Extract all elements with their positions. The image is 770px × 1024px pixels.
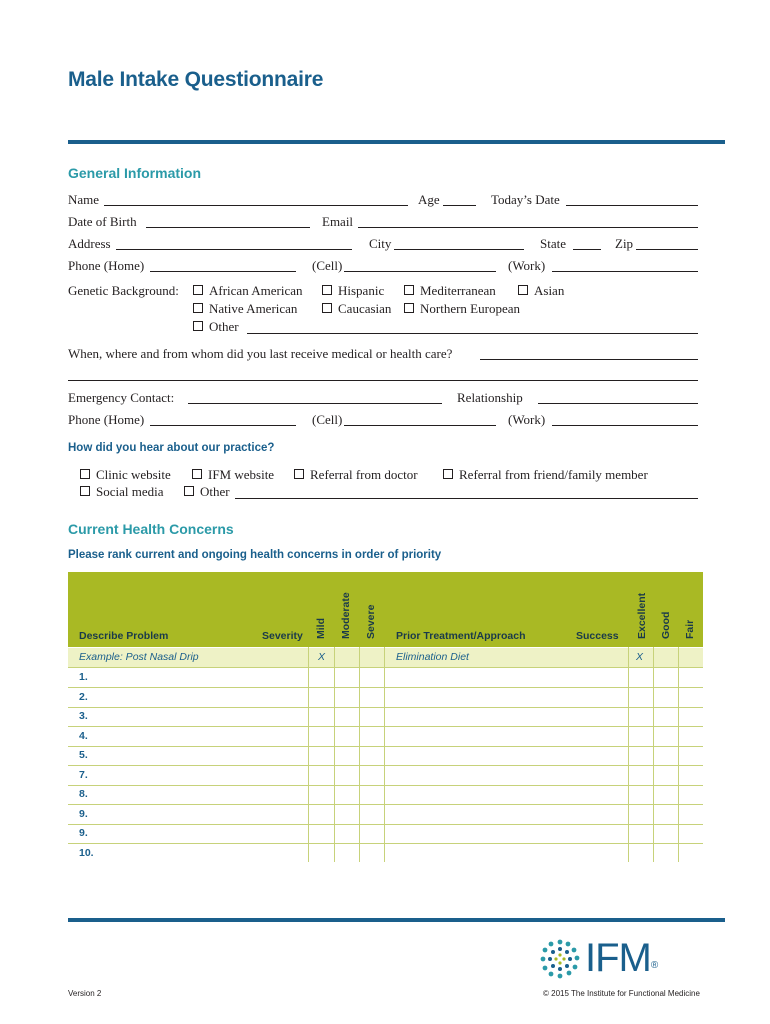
medical-care-row — [68, 345, 698, 363]
dob-row — [68, 213, 698, 231]
emergency-field[interactable] — [188, 389, 442, 404]
col-severity: Severity — [262, 630, 303, 642]
col-severe: Severe — [365, 604, 377, 639]
column-divider — [308, 647, 309, 862]
city-label: City — [369, 236, 392, 251]
table-header — [68, 572, 703, 647]
phone-cell-label: (Cell) — [312, 412, 343, 427]
checkbox[interactable] — [322, 303, 332, 313]
row-number: 9. — [79, 827, 88, 839]
row-number: 8. — [79, 788, 88, 800]
genetic-option[interactable]: Asian — [518, 283, 564, 299]
checkbox[interactable] — [193, 321, 203, 331]
table-row[interactable] — [68, 727, 703, 747]
logo-text: IFM — [585, 936, 651, 980]
phone-cell-label: (Cell) — [312, 258, 343, 273]
emergency-label: Emergency Contact: — [68, 390, 175, 405]
relationship-field[interactable] — [538, 389, 698, 404]
footer-divider — [68, 918, 725, 922]
phone-home-label: Phone (Home) — [68, 258, 145, 273]
checkbox[interactable] — [294, 469, 304, 479]
table-row[interactable] — [68, 668, 703, 688]
col-fair: Fair — [684, 619, 696, 639]
row-number: 7. — [79, 768, 88, 781]
example-problem: Example: Post Nasal Drip — [79, 651, 199, 663]
genetic-option[interactable]: Caucasian — [322, 301, 391, 317]
row-number: 3. — [79, 710, 88, 722]
city-field[interactable] — [394, 235, 524, 250]
email-field[interactable] — [358, 213, 698, 228]
checkbox[interactable] — [193, 285, 203, 295]
phone-work-label: (Work) — [508, 412, 546, 427]
checkbox[interactable] — [518, 285, 528, 295]
hear-option[interactable]: Social media — [80, 484, 164, 500]
col-mild: Mild — [315, 618, 327, 639]
emergency-row — [68, 389, 698, 407]
row-number: 2. — [79, 690, 88, 703]
address-field[interactable] — [116, 235, 352, 250]
email-label: Email — [322, 214, 354, 229]
column-divider — [384, 647, 385, 862]
hear-other-field[interactable] — [235, 484, 698, 499]
checkbox[interactable] — [192, 469, 202, 479]
medical-care-field[interactable] — [480, 345, 698, 360]
name-label: Name — [68, 192, 100, 207]
relationship-label: Relationship — [457, 390, 523, 405]
example-excellent-mark: X — [636, 651, 644, 663]
phone-work-field[interactable] — [552, 257, 698, 272]
dob-field[interactable] — [146, 213, 310, 228]
col-good: Good — [660, 611, 672, 639]
zip-label: Zip — [615, 236, 634, 251]
phone-cell-field[interactable] — [344, 257, 496, 272]
checkbox[interactable] — [184, 486, 194, 496]
example-treatment: Elimination Diet — [396, 651, 469, 663]
phone-work-label: (Work) — [508, 258, 546, 273]
ifm-logo-text — [585, 936, 657, 980]
address-row — [68, 235, 698, 253]
col-excellent: Excellent — [636, 592, 648, 639]
table-row[interactable] — [68, 707, 703, 727]
column-divider — [334, 647, 335, 862]
general-info-heading: General Information — [68, 165, 202, 181]
column-divider — [628, 647, 629, 862]
checkbox[interactable] — [80, 486, 90, 496]
example-mild-mark: X — [318, 651, 326, 663]
column-divider — [653, 647, 654, 862]
phone-row — [68, 257, 698, 275]
checkbox[interactable] — [193, 303, 203, 313]
table-row[interactable] — [68, 805, 703, 825]
todays-date-label: Today’s Date — [491, 192, 560, 207]
genetic-option[interactable]: Native American — [193, 301, 297, 317]
column-divider — [359, 647, 360, 862]
col-prior-treatment: Prior Treatment/Approach — [396, 630, 526, 642]
column-divider — [678, 647, 679, 862]
emergency-phone-work-field[interactable] — [552, 411, 698, 426]
age-label: Age — [418, 192, 440, 207]
checkbox[interactable] — [322, 285, 332, 295]
table-row[interactable] — [68, 824, 703, 844]
zip-field[interactable] — [636, 235, 698, 250]
checkbox[interactable] — [404, 285, 414, 295]
col-describe: Describe Problem — [79, 630, 169, 642]
table-row[interactable] — [68, 844, 703, 863]
dob-label: Date of Birth — [68, 214, 137, 229]
row-number: 9. — [79, 807, 88, 820]
genetic-option[interactable]: Mediterranean — [404, 283, 496, 299]
col-success: Success — [576, 630, 619, 642]
genetic-option[interactable]: Hispanic — [322, 283, 384, 299]
phone-home-label: Phone (Home) — [68, 412, 145, 427]
genetic-option[interactable]: African American — [193, 283, 302, 299]
state-field[interactable] — [573, 235, 601, 250]
row-number: 10. — [79, 846, 94, 859]
hear-option[interactable]: Clinic website — [80, 467, 171, 483]
concerns-heading: Current Health Concerns — [68, 521, 234, 537]
hear-option[interactable]: Referral from doctor — [294, 467, 418, 483]
row-number: 5. — [79, 749, 88, 761]
checkbox[interactable] — [404, 303, 414, 313]
emergency-phone-row — [68, 411, 698, 429]
name-field[interactable] — [104, 191, 408, 206]
emergency-phone-home-field[interactable] — [150, 411, 296, 426]
table-row[interactable] — [68, 766, 703, 786]
col-moderate: Moderate — [340, 592, 352, 639]
name-row — [68, 191, 698, 209]
hear-option[interactable]: Referral from friend/family member — [443, 467, 648, 483]
logo-registered-mark: ® — [650, 960, 658, 971]
phone-home-field[interactable] — [150, 257, 296, 272]
genetic-option-other[interactable]: Other — [193, 319, 239, 335]
concerns-instruction: Please rank current and ongoing health concerns in order of priority — [68, 549, 442, 561]
title-divider — [68, 140, 725, 144]
row-number: 4. — [79, 729, 88, 742]
ifm-logo-mark-icon — [538, 937, 582, 981]
todays-date-field[interactable] — [566, 191, 698, 206]
page-title: Male Intake Questionnaire — [68, 68, 324, 91]
checkbox[interactable] — [443, 469, 453, 479]
genetic-option[interactable]: Northern European — [404, 301, 520, 317]
state-label: State — [540, 236, 566, 251]
table-row[interactable] — [68, 688, 703, 708]
checkbox[interactable] — [80, 469, 90, 479]
table-row[interactable] — [68, 746, 703, 766]
genetic-other-field[interactable] — [247, 319, 698, 334]
copyright-label: © 2015 The Institute for Functional Medicine — [543, 989, 700, 998]
genetic-label: Genetic Background: — [68, 283, 179, 298]
hear-option[interactable]: IFM website — [192, 467, 274, 483]
medical-care-field-line2[interactable] — [68, 366, 698, 381]
version-label: Version 2 — [68, 989, 102, 998]
age-field[interactable] — [443, 191, 476, 206]
hear-option-other[interactable]: Other — [184, 484, 230, 500]
example-row — [68, 648, 703, 668]
medical-care-question: When, where and from whom did you last receive medical or health care? — [68, 346, 453, 361]
row-number: 1. — [79, 671, 88, 683]
address-label: Address — [68, 236, 111, 251]
table-row[interactable] — [68, 785, 703, 805]
hear-question: How did you hear about our practice? — [68, 442, 275, 454]
emergency-phone-cell-field[interactable] — [344, 411, 496, 426]
